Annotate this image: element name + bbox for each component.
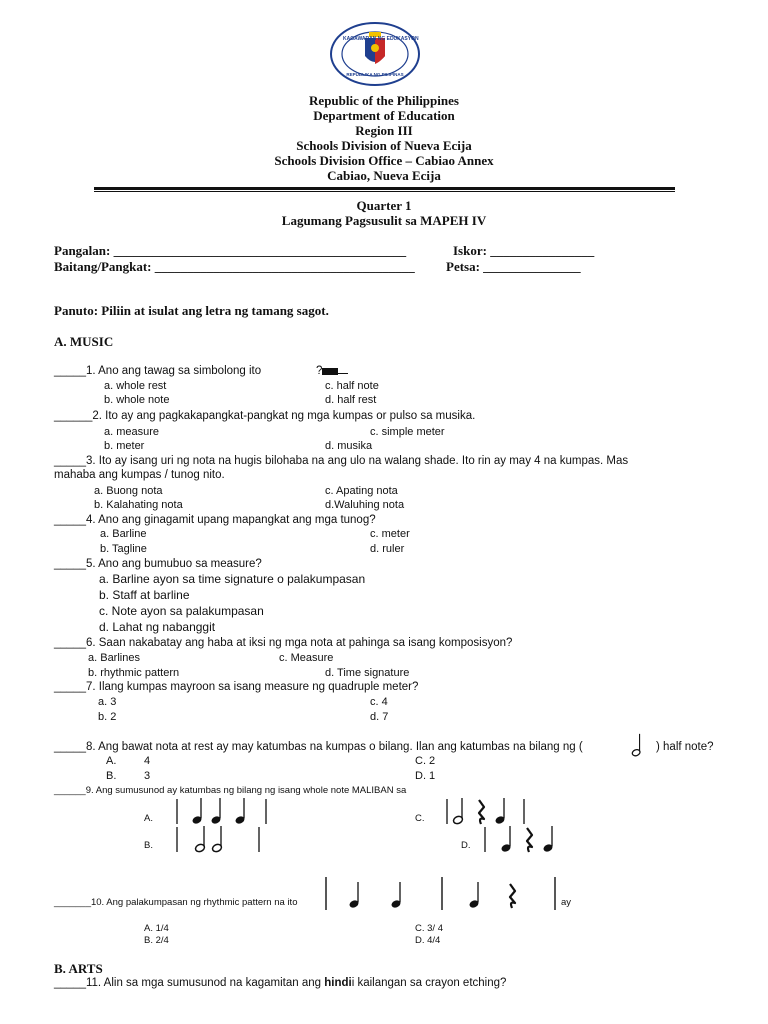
q11-text-bold: hindi bbox=[324, 977, 352, 989]
header-line-3: Region III bbox=[355, 123, 413, 138]
q1-symbol-text: ? bbox=[316, 365, 323, 377]
question-10: _______10. Ang palakumpasan ng rhythmic pattern na ito bbox=[54, 897, 298, 908]
q6-option-d[interactable]: d. Time signature bbox=[325, 667, 410, 679]
seal-top-text: KAGAWARAN NG EDUKASYON bbox=[343, 36, 419, 42]
question-11 bbox=[54, 976, 506, 990]
q6-option-c[interactable]: c. Measure bbox=[279, 652, 334, 664]
q9-rhythm-b bbox=[170, 826, 270, 854]
section-arts: B. ARTS bbox=[54, 961, 103, 976]
seal-bottom-text: REPUBLIKA NG PILIPINAS bbox=[346, 72, 404, 77]
exam-title: Lagumang Pagsusulit sa MAPEH IV bbox=[281, 213, 487, 228]
question-8-end: ) half note? bbox=[656, 741, 714, 753]
q7-option-a[interactable]: a. 3 bbox=[98, 696, 117, 708]
date-field[interactable]: Petsa: _______________ bbox=[446, 259, 581, 274]
question-3-line-1: _____3. Ito ay isang uri ng nota na hugis bilohaba na ang ulo na walang shade. Ito rin ay may 4 na kumpas. Mas bbox=[54, 455, 629, 467]
q10-option-d[interactable]: D. 4/4 bbox=[415, 935, 441, 946]
section-music: A. MUSIC bbox=[54, 334, 114, 349]
q8-option-a-value[interactable]: 4 bbox=[144, 755, 151, 767]
q8-option-c[interactable]: C. 2 bbox=[415, 755, 436, 767]
q9-option-d[interactable]: D. bbox=[461, 840, 471, 851]
header-divider-thin bbox=[94, 191, 675, 192]
q8-option-b-value[interactable]: 3 bbox=[144, 770, 151, 782]
q5-option-b[interactable]: b. Staff at barline bbox=[99, 588, 190, 602]
header-line-5: Schools Division Office – Cabiao Annex bbox=[274, 153, 494, 168]
directions: Panuto: Piliin at isulat ang letra ng tamang sagot. bbox=[54, 303, 329, 318]
q9-rhythm-c bbox=[440, 798, 530, 826]
q6-option-a[interactable]: a. Barlines bbox=[88, 652, 140, 664]
question-5: _____5. Ano ang bumubuo sa measure? bbox=[54, 558, 262, 570]
q5-option-d[interactable]: d. Lahat ng nabanggit bbox=[99, 620, 216, 634]
name-field[interactable]: Pangalan: _____________________________________________ bbox=[54, 243, 407, 258]
q4-option-c[interactable]: c. meter bbox=[370, 528, 410, 540]
q1-option-d[interactable]: d. half rest bbox=[325, 394, 377, 406]
q8-option-b-label[interactable]: B. bbox=[106, 770, 117, 782]
q10-option-b[interactable]: B. 2/4 bbox=[144, 935, 169, 946]
q2-option-d[interactable]: d. musika bbox=[325, 440, 373, 452]
q8-option-a-label[interactable]: A. bbox=[106, 755, 117, 767]
question-8: _____8. Ang bawat nota at rest ay may katumbas na kumpas o bilang. Ilan ang katumbas na bilang ng ( bbox=[54, 741, 583, 753]
question-9: ______9. Ang sumusunod ay katumbas ng bilang ng isang whole note MALIBAN sa bbox=[54, 785, 407, 796]
quarter-label: Quarter 1 bbox=[356, 198, 412, 213]
q6-option-b[interactable]: b. rhythmic pattern bbox=[88, 667, 180, 679]
header-line-2: Department of Education bbox=[313, 108, 455, 123]
q1-option-b[interactable]: b. whole note bbox=[104, 394, 170, 406]
q9-option-a[interactable]: A. bbox=[144, 813, 153, 824]
q7-option-c[interactable]: c. 4 bbox=[370, 696, 388, 708]
header-line-6: Cabiao, Nueva Ecija bbox=[327, 168, 441, 183]
question-6: _____6. Saan nakabatay ang haba at iksi ng mga nota at pahinga sa isang komposisyon? bbox=[54, 637, 513, 649]
q3-option-a[interactable]: a. Buong nota bbox=[94, 485, 163, 497]
q5-option-a[interactable]: a. Barline ayon sa time signature o palakumpasan bbox=[99, 572, 366, 586]
q10-option-c[interactable]: C. 3/ 4 bbox=[415, 923, 443, 934]
q7-option-d[interactable]: d. 7 bbox=[370, 711, 389, 723]
q2-option-a[interactable]: a. measure bbox=[104, 426, 160, 438]
q1-symbol bbox=[316, 364, 348, 378]
question-3-line-2: mahaba ang kumpas / tunog nito. bbox=[54, 469, 225, 481]
score-field[interactable]: Iskor: ________________ bbox=[453, 243, 595, 258]
question-7: _____7. Ilang kumpas mayroon sa isang measure ng quadruple meter? bbox=[54, 681, 419, 693]
header-line-4: Schools Division of Nueva Ecija bbox=[296, 138, 472, 153]
q11-text-post: i kailangan sa crayon etching? bbox=[351, 977, 507, 989]
question-10-end: ay bbox=[561, 897, 572, 908]
rest-symbol-icon bbox=[322, 368, 338, 375]
q8-option-d[interactable]: D. 1 bbox=[415, 770, 436, 782]
q9-rhythm-d bbox=[476, 826, 566, 854]
grade-field[interactable]: Baitang/Pangkat: ________________________________________ bbox=[54, 259, 415, 274]
half-note-icon bbox=[630, 733, 644, 757]
header-line-1: Republic of the Philippines bbox=[309, 93, 459, 108]
q9-option-b[interactable]: B. bbox=[144, 840, 153, 851]
q2-option-c[interactable]: c. simple meter bbox=[370, 426, 445, 438]
q7-option-b[interactable]: b. 2 bbox=[98, 711, 117, 723]
q3-option-b[interactable]: b. Kalahating nota bbox=[94, 499, 183, 511]
q4-option-b[interactable]: b. Tagline bbox=[100, 543, 147, 555]
header-divider bbox=[94, 187, 675, 190]
q10-option-a[interactable]: A. 1/4 bbox=[144, 923, 169, 934]
q9-option-c[interactable]: C. bbox=[415, 813, 425, 824]
question-4: _____4. Ano ang ginagamit upang mapangkat ang mga tunog? bbox=[54, 514, 376, 526]
question-1: _____1. Ano ang tawag sa simbolong ito bbox=[54, 365, 262, 377]
question-2: ______2. Ito ay ang pagkakapangkat-pangkat ng mga kumpas or pulso sa musika. bbox=[54, 410, 476, 422]
q1-option-a[interactable]: a. whole rest bbox=[104, 380, 167, 392]
q9-rhythm-a bbox=[170, 798, 270, 826]
q5-option-c[interactable]: c. Note ayon sa palakumpasan bbox=[99, 604, 264, 618]
q3-option-c[interactable]: c. Apating nota bbox=[325, 485, 398, 497]
q4-option-a[interactable]: a. Barline bbox=[100, 528, 147, 540]
q1-option-c[interactable]: c. half note bbox=[325, 380, 379, 392]
q4-option-d[interactable]: d. ruler bbox=[370, 543, 405, 555]
q3-option-d[interactable]: d.Waluhing nota bbox=[325, 499, 405, 511]
q10-rhythm bbox=[318, 876, 563, 912]
q11-text-pre: _____11. Alin sa mga sumusunod na kagamitan ang bbox=[54, 977, 325, 989]
q2-option-b[interactable]: b. meter bbox=[104, 440, 145, 452]
